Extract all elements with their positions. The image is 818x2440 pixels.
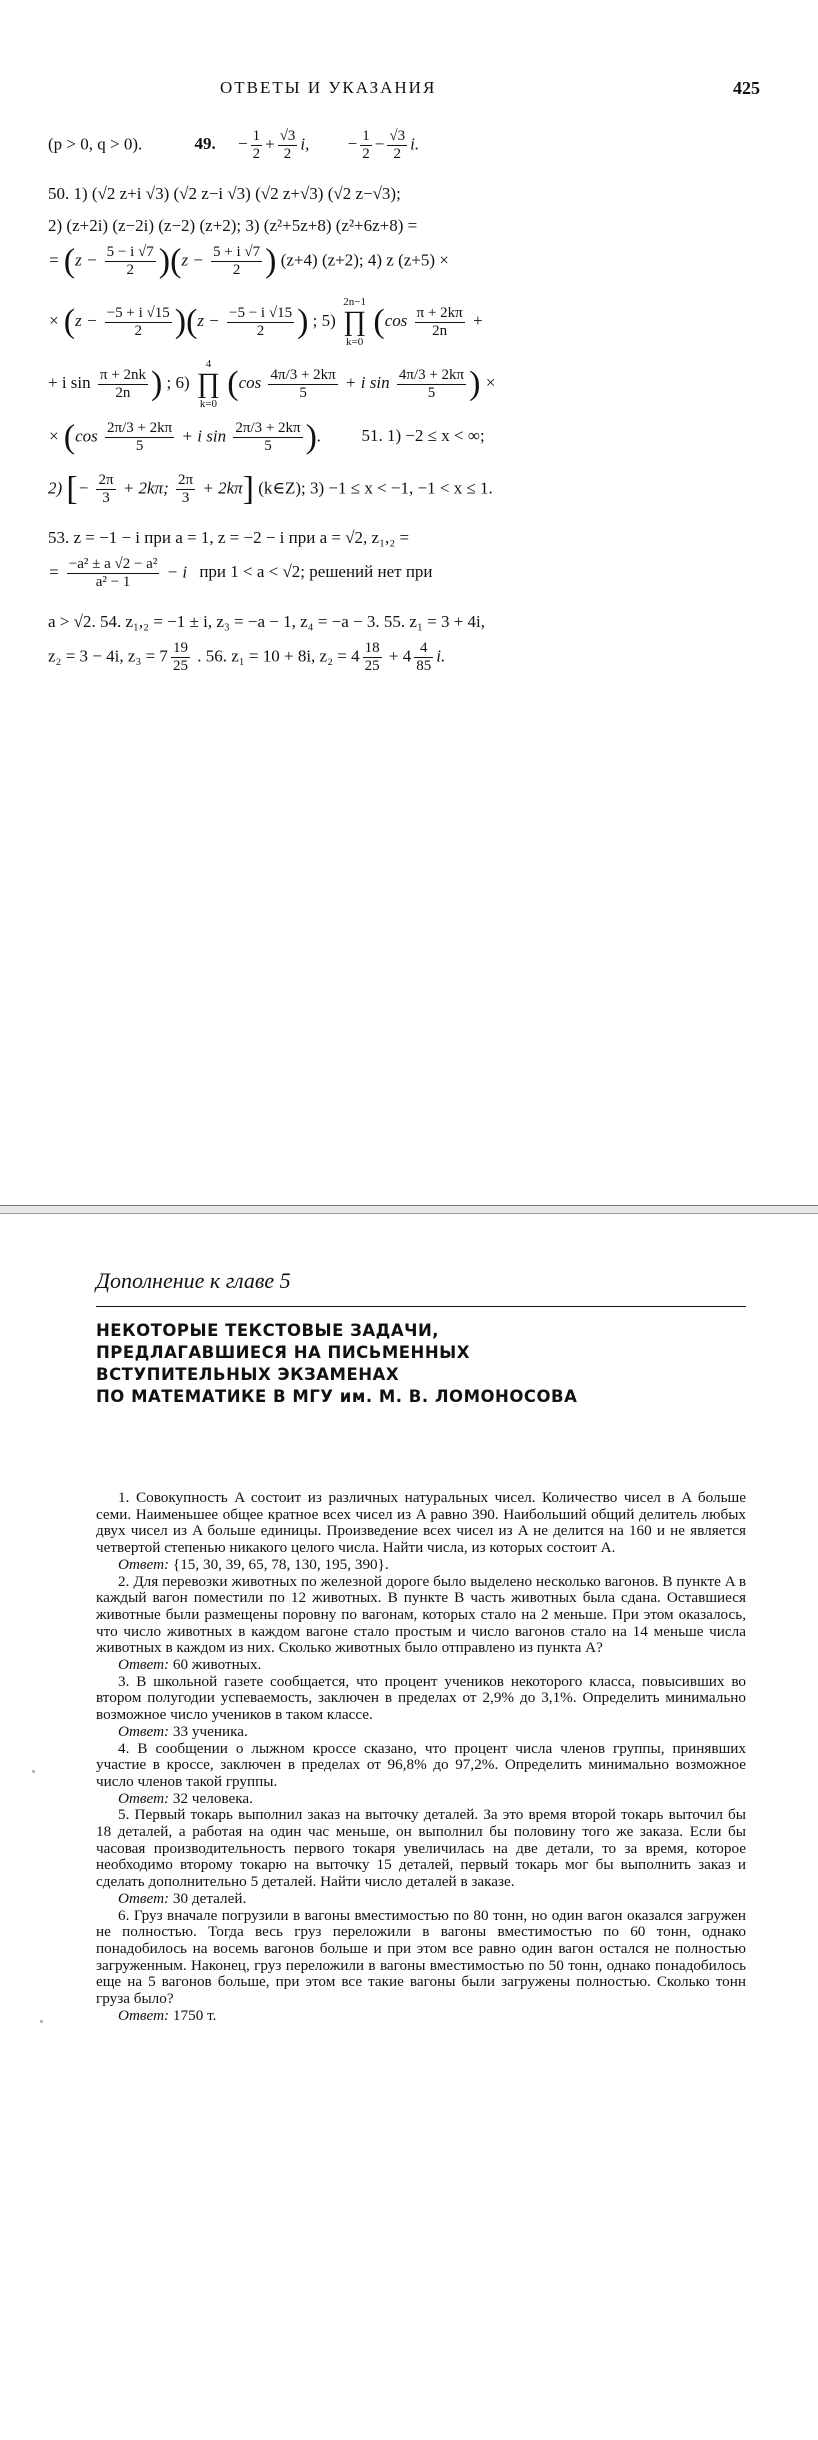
fraction: $\frac{2\pi/3 + 2k\pi}{5}$ — [106, 420, 173, 454]
answers-block — [48, 128, 768, 692]
fraction: $\frac{1}{2}$ — [362, 128, 370, 162]
problem-2: 2. Для перевозки животных по железной дороге было выделено несколько вагонов. В пункте A в каждый вагон поместили по 12 животных. В пункте B часть животных была сдана. Оставшиеся животные были размещены поровну по вагонам, которых стало на 2 меньше. При этом оказалось, что число животных в каждом вагоне стало простым и число вагонов стало на 14 меньше числа животных в каждом из них. Сколько животных было отправлено из пункта A? — [96, 1572, 746, 1657]
heading-line-2: ПРЕДЛАГАВШИЕСЯ НА ПИСЬМЕННЫХ — [96, 1343, 470, 1362]
problem-49-label: 49. — [194, 134, 216, 154]
fraction: $\frac{\pi + 2k\pi}{2n}$ — [416, 304, 463, 339]
answer-line-4: = (z − $\frac{5 - i √7}{2}$ )(z − $\frac{5 + i √7}{2}$ ) (z+4) (z+2); 4) z (z+5) × — [48, 242, 449, 280]
page-divider — [0, 1205, 818, 1214]
product-symbol: 2n−1 ∏ k=0 — [343, 296, 367, 348]
answer-50-6-label: ; 6) — [166, 372, 190, 392]
answer-value: {15, 30, 39, 65, 78, 130, 195, 390}. — [172, 1555, 389, 1573]
scan-speck — [40, 2020, 43, 2023]
answer-51-2-3: (k∈Z); 3) −1 ≤ x < −1, −1 < x ≤ 1. — [258, 478, 493, 498]
answer-line-6: + i sin $\frac{\pi + 2nk}{2n}$ ) ; 6) 4 ∏ k=0 (cos $\frac{4\pi/3 + 2k\pi}{5}$ + i sin $\frac{4\pi/3 + 2k\pi}{5}$ ) × — [48, 358, 497, 410]
answer-value: 32 человека. — [172, 1789, 253, 1807]
answer-55-cont: z₂ = 3 − 4i, z₃ = 7 — [48, 646, 168, 666]
answer-line-2 — [48, 180, 768, 212]
heading-line-3: ВСТУПИТЕЛЬНЫХ ЭКЗАМЕНАХ — [96, 1365, 400, 1384]
answer-label: Ответ: — [118, 1889, 170, 1907]
fraction: $\frac{18}{25}$ — [364, 640, 380, 674]
answer-label: Ответ: — [118, 1789, 170, 1807]
answer-label: Ответ: — [118, 1656, 170, 1674]
fraction: $\frac{\pi + 2nk}{2n}$ — [99, 366, 146, 401]
fraction: $\frac{5 + i √7}{2}$ — [213, 244, 261, 278]
fraction: $\frac{5 - i √7}{2}$ — [106, 244, 154, 278]
answer-1 — [96, 1557, 746, 1574]
answer-value: 30 деталей. — [172, 1889, 247, 1907]
fraction: $\frac{\text{−a² ± a √2 − a²}}{\text{a² − 1}}$ — [68, 556, 158, 590]
problem-1: 1. Совокупность A состоит из различных натуральных чисел. Количество чисел в A больше семи. Наименьшее общее кратное всех чисел из A равно 390. Наибольший общий делитель любых двух чисел из A больше единицы. Произведение всех чисел из A не делится на 160 и не является четвертой степенью никакого целого числа. Найти числа, из которых состоит A. — [96, 1489, 746, 1557]
answer-2 — [96, 1657, 746, 1674]
problem-list — [96, 1490, 746, 2025]
heading-line-1: НЕКОТОРЫЕ ТЕКСТОВЫЕ ЗАДАЧИ, — [96, 1321, 440, 1340]
fraction: $\frac{2\pi}{3}$ — [178, 472, 194, 506]
answer-51-1: 51. 1) −2 ≤ x < ∞; — [361, 426, 485, 446]
sin-term: + i sin — [48, 372, 91, 392]
product-symbol: 4 ∏ k=0 — [196, 358, 220, 410]
answer-50-1: 50. 1) (√2 z+i √3) (√2 z−i √3) (√2 z+√3) (√2 z−√3); — [48, 184, 401, 203]
fraction: $\frac{4\pi/3 + 2k\pi}{5}$ — [270, 366, 336, 401]
answer-5 — [96, 1891, 746, 1908]
answer-53: 53. z = −1 − i при a = 1, z = −2 − i при a = √2, z₁,₂ = — [48, 528, 410, 547]
answer-label: Ответ: — [118, 1722, 170, 1740]
answer-line-5: × (z − $\frac{-5 + i √15}{2}$ )(z − $\frac{-5 - i √15}{2}$ ) ; 5) 2n−1 ∏ k=0 (cos $\frac{\pi + 2k\pi}{2n}$ + — [48, 296, 484, 348]
supplement-title: Дополнение к главе 5 — [96, 1268, 291, 1293]
answer-56: . 56. z₁ = 10 + 8i, z₂ = 4 — [197, 646, 360, 666]
fraction: $\frac{4}{85}$ — [416, 640, 432, 674]
answer-line-7: × (cos $\frac{2\pi/3 + 2k\pi}{5}$ + i sin $\frac{2\pi/3 + 2k\pi}{5}$ ). 51. 1) −2 ≤ x < ∞; — [48, 418, 485, 456]
answer-value: 33 ученика. — [172, 1722, 248, 1740]
answer-3 — [96, 1724, 746, 1741]
answer-6 — [96, 2008, 746, 2025]
running-header-title: ОТВЕТЫ И УКАЗАНИЯ — [220, 78, 437, 97]
fraction: $\frac{-5 + i √15}{2}$ — [106, 304, 170, 339]
title-rule — [96, 1306, 746, 1307]
answer-53-cont: при 1 < a < √2; решений нет при — [199, 562, 433, 582]
answer-label: Ответ: — [118, 1555, 170, 1573]
problem-4: 4. В сообщении о лыжном кроссе сказано, что процент числа членов группы, принявших участие в кроссе, заключен в пределах от 96,8% до 97,2%. Определить минимально возможное число членов такой группы. — [96, 1739, 746, 1790]
answer-line-11 — [48, 608, 768, 640]
fraction: $\frac{√3}{2}$ — [279, 128, 296, 162]
answer-line-8: 2) [− $\frac{2\pi}{3}$ + 2kπ; $\frac{2\pi}{3}$ + 2kπ] (k∈Z); 3) −1 ≤ x < −1, −1 < x ≤ 1. — [48, 470, 493, 508]
section-heading — [96, 1320, 746, 1408]
fraction: $\frac{√3}{2}$ — [389, 128, 406, 162]
heading-line-4: ПО МАТЕМАТИКЕ В МГУ им. М. В. ЛОМОНОСОВА — [96, 1387, 578, 1406]
condition-text: (p > 0, q > 0). — [48, 134, 143, 154]
answer-4 — [96, 1791, 746, 1808]
fraction: $\frac{1}{2}$ — [252, 128, 261, 162]
scan-speck — [32, 1770, 35, 1773]
answer-line-12: z₂ = 3 − 4i, z₃ = 7 $\frac{19}{25}$ . 56. z₁ = 10 + 8i, z₂ = 4 $\frac{18}{25}$ + 4 $\frac{4}{85}$ i. — [48, 640, 446, 674]
answer-value: 60 животных. — [172, 1656, 262, 1674]
fraction: $\frac{19}{25}$ — [172, 640, 188, 674]
fraction: $\frac{2\pi/3 + 2k\pi}{5}$ — [235, 420, 301, 454]
problem-6: 6. Груз вначале погрузили в вагоны вместимостью по 80 тонн, но один вагон оказался загружен не полностью. Тогда весь груз переложили в вагоны вместимостью по 60 тонн, однако понадобилось на восемь вагонов больше и при этом все равно один вагон остался не полностью загруженным. Наконец, груз переложили в вагоны вместимостью по 50 тонн, однако понадобилось еще на 5 вагонов больше, при этом все такие вагоны были загружены полностью. Сколько тонн груза было? — [96, 1906, 746, 2008]
answer-50-4: (z+4) (z+2); 4) z (z+5) × — [280, 250, 449, 270]
answer-label: Ответ: — [118, 2006, 170, 2024]
answer-50-5: ; 5) — [312, 310, 336, 330]
fraction: $\frac{4\pi/3 + 2k\pi}{5}$ — [398, 366, 465, 401]
page-number: 425 — [733, 78, 760, 98]
answer-line-3 — [48, 212, 768, 244]
answer-line-9 — [48, 524, 768, 556]
answer-line-1: (p > 0, q > 0). 49. − $\frac{1}{2}$ + $\frac{√3}{2}$ i, − $\frac{1}{2}$ − $\frac{√3}{2}$ i. — [48, 128, 420, 162]
answer-value: 1750 т. — [172, 2006, 217, 2024]
problem-5: 5. Первый токарь выполнил заказ на выточку деталей. За это время второй токарь выточил бы 18 деталей, а работая на один час меньше, он выполнил бы половину того же заказа. Если бы часовая производительность первого токаря увеличилась на две детали, то за время, которое необходимо второму токарю на выточку 15 деталей, первый токарь мог бы выполнить заказ и сделать дополнительно 5 деталей. Найти число деталей в заказе. — [96, 1806, 746, 1891]
answer-56-cont: + 4 — [388, 646, 412, 666]
running-header — [60, 78, 760, 104]
answer-54-55: a > √2. 54. z₁,₂ = −1 ± i, z₃ = −a − 1, z₄ = −a − 3. 55. z₁ = 3 + 4i, — [48, 612, 486, 631]
fraction: $\frac{2\pi}{3}$ — [98, 472, 114, 506]
problem-3: 3. В школьной газете сообщается, что процент учеников некоторого класса, повысивших во втором полугодии успеваемость, заключен в пределах от 2,9% до 3,1%. Определить минимально возможное число учеников в таком классе. — [96, 1672, 746, 1724]
answer-50-2-3: 2) (z+2i) (z−2i) (z−2) (z+2); 3) (z²+5z+8) (z²+6z+8) = — [48, 216, 418, 235]
fraction: $\frac{-5 - i √15}{2}$ — [229, 304, 293, 339]
answer-line-10: = $\frac{\text{−a² ± a √2 − a²}}{\text{a² − 1}}$ − i при 1 < a < √2; решений нет при — [48, 556, 433, 590]
page-425 — [0, 0, 818, 1205]
